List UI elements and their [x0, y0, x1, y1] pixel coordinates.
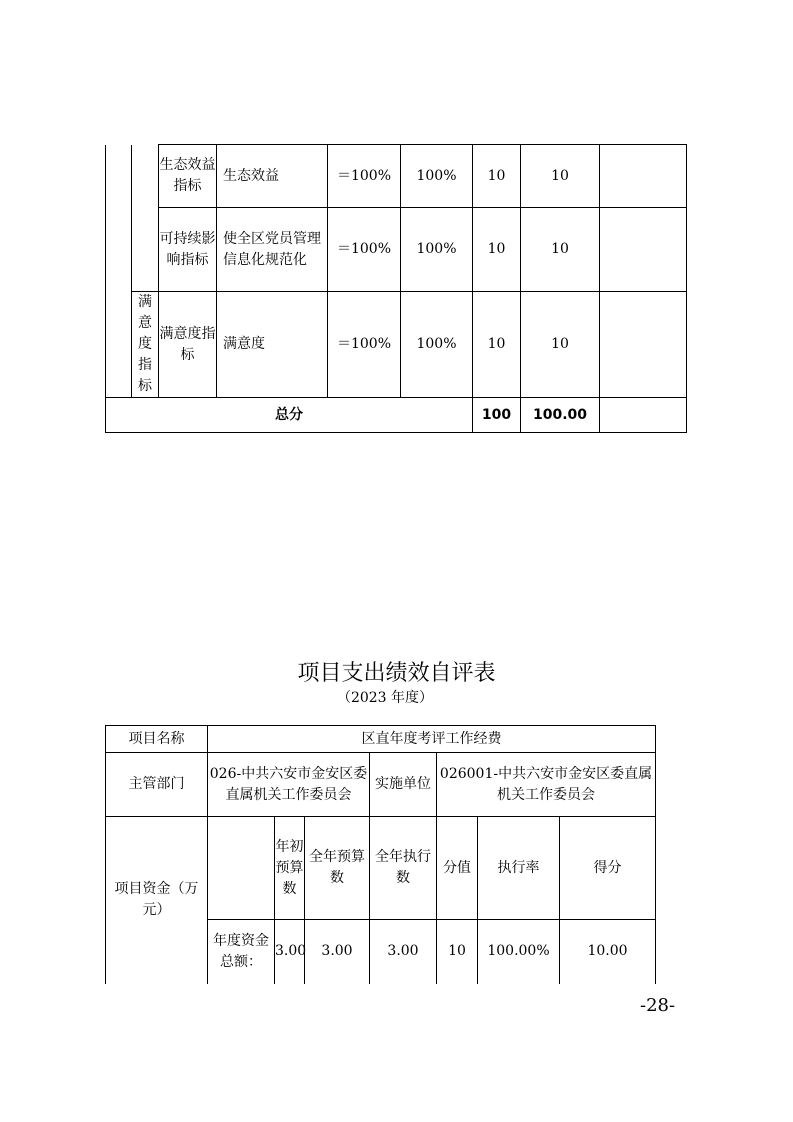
rate-value: 100.00% — [478, 920, 560, 984]
funds-label: 项目资金（万元） — [106, 817, 208, 984]
score-value: 10 — [521, 145, 600, 208]
weight-value: 10 — [473, 292, 521, 398]
target-value: ＝100% — [328, 208, 401, 292]
impl-value: 026001-中共六安市金安区委直属机关工作委员会 — [437, 753, 656, 817]
weight-value: 10 — [473, 145, 521, 208]
note-cell — [600, 292, 687, 398]
level3-indicator: 满意度指标 — [159, 292, 217, 398]
page-number: -28- — [640, 995, 676, 1016]
level3-indicator: 可持续影响指标 — [159, 208, 217, 292]
weight-value: 10 — [473, 208, 521, 292]
score-value: 10 — [521, 208, 600, 292]
header-execution: 全年执行数 — [370, 817, 437, 920]
header-initial-budget: 年初预算数 — [275, 817, 305, 920]
form-subtitle: （2023 年度） — [336, 690, 434, 706]
self-evaluation-table — [105, 725, 656, 984]
indicator-content: 满意度 — [217, 292, 328, 398]
target-value: ＝100% — [328, 292, 401, 398]
form-title: 项目支出绩效自评表 — [297, 661, 496, 686]
table-row — [106, 726, 656, 753]
total-row — [106, 398, 687, 433]
note-cell — [600, 145, 687, 208]
header-rate: 执行率 — [478, 817, 560, 920]
annual-budget-value: 3.00 — [305, 920, 370, 984]
execution-value: 3.00 — [370, 920, 437, 984]
dept-label: 主管部门 — [106, 753, 208, 817]
actual-value: 100% — [401, 292, 473, 398]
level2-indicator: 满意度指标 — [132, 292, 159, 398]
total-score: 100.00 — [521, 398, 600, 433]
header-weight: 分值 — [437, 817, 478, 920]
total-weight: 100 — [473, 398, 521, 433]
table-row — [106, 817, 656, 920]
table-row — [106, 753, 656, 817]
level3-indicator: 生态效益指标 — [159, 145, 217, 208]
weight-value: 10 — [437, 920, 478, 984]
actual-value: 100% — [401, 208, 473, 292]
total-funds-label: 年度资金总额： — [208, 920, 275, 984]
indicator-content: 使全区党员管理信息化规范化 — [217, 208, 328, 292]
actual-value: 100% — [401, 145, 473, 208]
project-name: 区直年度考评工作经费 — [208, 726, 656, 753]
note-cell — [600, 208, 687, 292]
score-value: 10.00 — [560, 920, 656, 984]
target-value: ＝100% — [328, 145, 401, 208]
dept-value: 026-中共六安市金安区委直属机关工作委员会 — [208, 753, 370, 817]
header-annual-budget: 全年预算数 — [305, 817, 370, 920]
performance-indicator-table — [105, 144, 687, 433]
level1-cell — [106, 145, 132, 398]
indicator-content: 生态效益 — [217, 145, 328, 208]
note-cell — [600, 398, 687, 433]
table-row — [106, 208, 687, 292]
project-name-label: 项目名称 — [106, 726, 208, 753]
initial-budget-value: 3.00 — [275, 920, 305, 984]
total-label: 总分 — [106, 398, 473, 433]
header-score: 得分 — [560, 817, 656, 920]
table-row — [106, 145, 687, 208]
level2-cell — [132, 145, 159, 292]
score-value: 10 — [521, 292, 600, 398]
impl-label: 实施单位 — [370, 753, 437, 817]
blank-cell — [208, 817, 275, 920]
table-row — [106, 292, 687, 398]
